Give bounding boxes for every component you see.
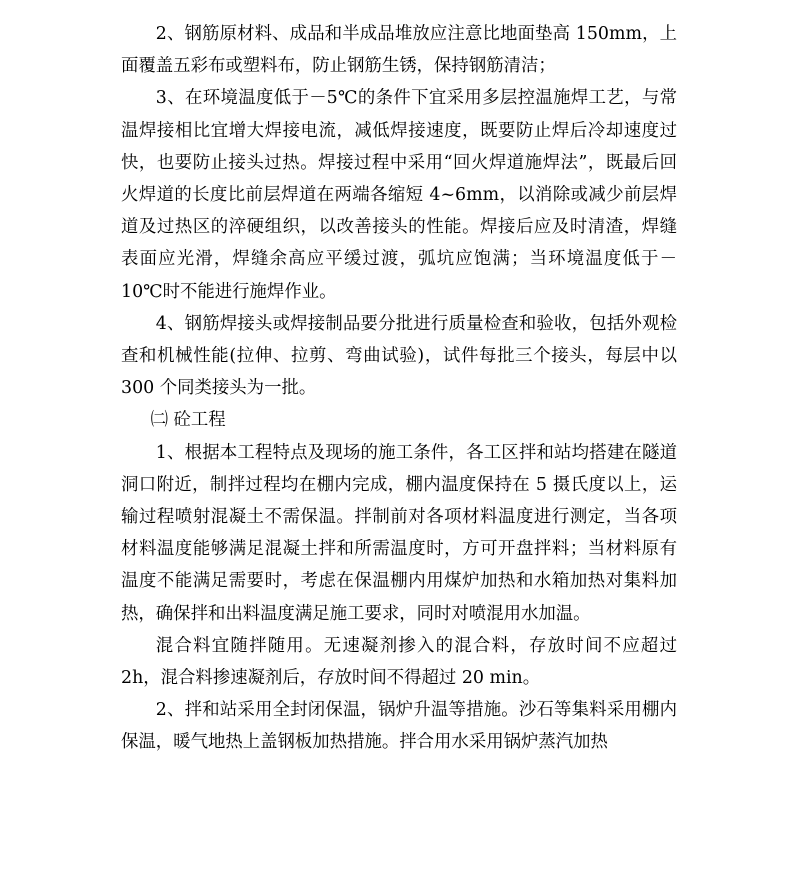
paragraph-rebar-storage: 2、钢筋原材料、成品和半成品堆放应注意比地面垫高 150mm，上面覆盖五彩布或塑料布，防止钢筋生锈，保持钢筋清洁；	[121, 24, 677, 77]
paragraph-low-temp-welding: 3、在环境温度低于－5℃的条件下宜采用多层控温施焊工艺，与常温焊接相比宜增大焊接电流，减低焊接速度，既要防止焊后冷却速度过快，也要防止接头过热。焊接过程中采用“回火焊道施焊法”，既最后回火焊道的长度比前层焊道在两端各缩短 4~6mm，以消除或减少前层焊道及过热区的淬硬组织，以改善接头的性能。焊接后应及时清渣，焊缝表面应光滑，焊缝余高应平缓过渡，弧坑应饱满；当环境温度低于－10℃时不能进行施焊作业。	[121, 88, 677, 302]
paragraph-mixing-station: 1、根据本工程特点及现场的施工条件，各工区拌和站均搭建在隧道洞口附近，制拌过程均在棚内完成，棚内温度保持在 5 摄氏度以上，运输过程喷射混凝土不需保温。拌制前对各项材料温度进行测定，当各项材料温度能够满足混凝土拌和所需温度时，方可开盘拌料；当材料原有温度不能满足需要时，考虑在保温棚内用煤炉加热和水箱加热对集料加热，确保拌和出料温度满足施工要求，同时对喷混用水加温。	[121, 442, 677, 624]
paragraph-enclosed-insulation: 2、拌和站采用全封闭保温，锅炉升温等措施。沙石等集料采用棚内保温，暖气地热上盖钢板加热措施。拌合用水采用锅炉蒸汽加热	[121, 700, 677, 753]
paragraph-weld-inspection: 4、钢筋焊接头或焊接制品要分批进行质量检查和验收，包括外观检查和机械性能(拉伸、拉剪、弯曲试验)，试件每批三个接头，每层中以 300 个同类接头为一批。	[121, 313, 677, 399]
document-body	[121, 18, 677, 759]
paragraph-mix-storage-time: 混合料宜随拌随用。无速凝剂掺入的混合料，存放时间不应超过 2h，混合料掺速凝剂后，存放时间不得超过 20 min。	[121, 635, 677, 689]
section-heading-concrete: ㈡ 砼工程	[150, 410, 226, 431]
